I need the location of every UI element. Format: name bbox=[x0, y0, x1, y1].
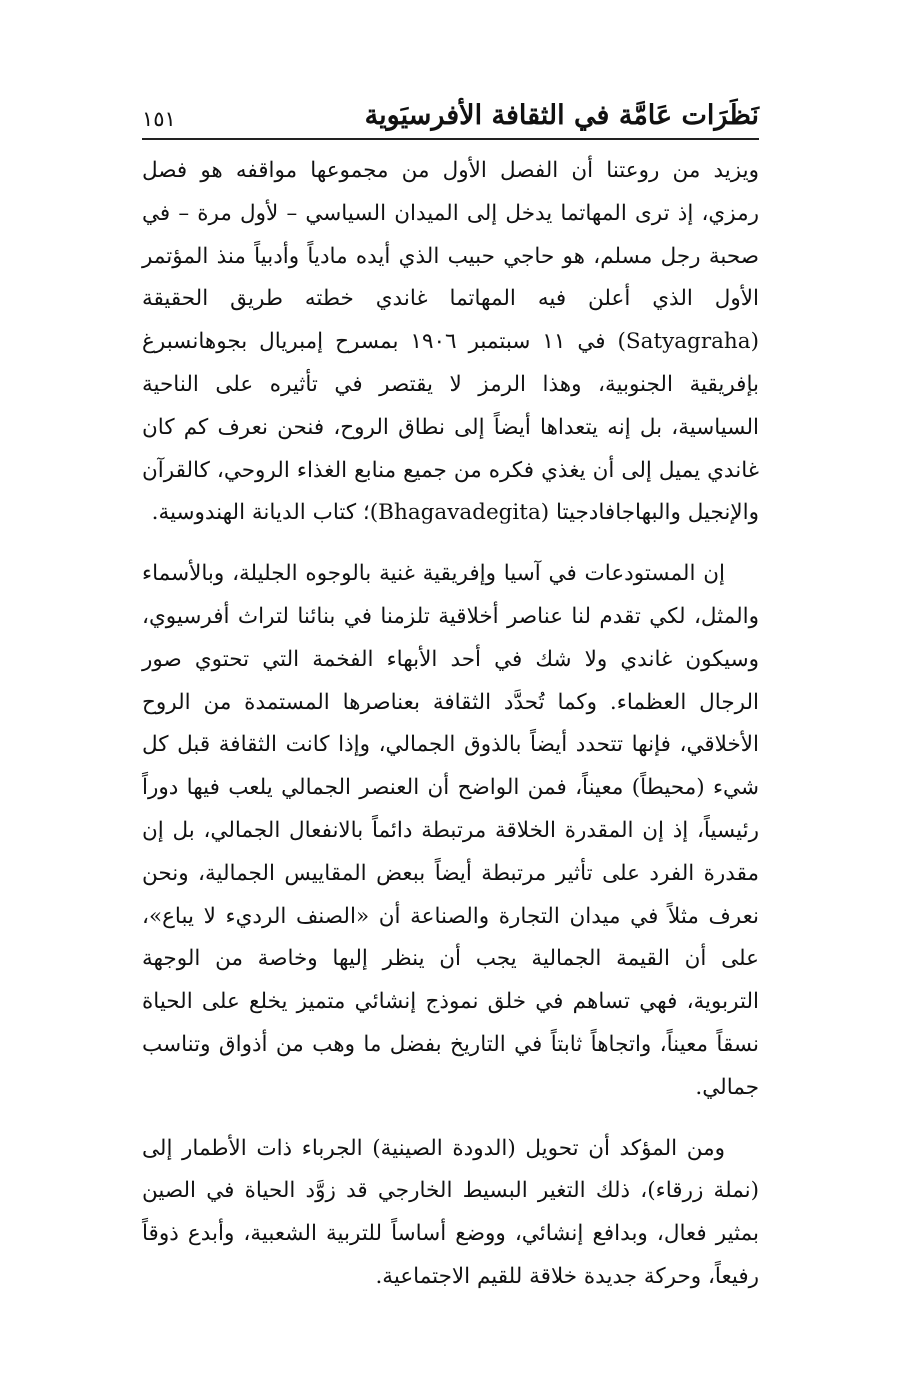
page-number: ١٥١ bbox=[142, 106, 176, 131]
paragraph-chinese-transformation: ومن المؤكد أن تحويل (الدودة الصينية) الجرباء ذات الأطمار إلى (نملة زرقاء)، ذلك التغير البسيط الخارجي قد زوَّد الحياة في الصين بمثير فعال، وبدافع إنشائي، ووضع أساساً للتربية الشعبية، وأبدع ذوقاً رفيعاً، وحركة جديدة خلاقة للقيم الاجتماعية. bbox=[142, 1135, 759, 1289]
body-text bbox=[142, 150, 759, 1317]
paragraph-aesthetic-culture: إن المستودعات في آسيا وإفريقية غنية بالوجوه الجليلة، وبالأسماء والمثل، لكي تقدم لنا عناصر أخلاقية تلزمنا في بنائنا لتراث أفرسيوي، وسيكون غاندي ولا شك في أحد الأبهاء الفخمة التي تحتوي صور الرجال العظماء. وكما تُحدَّد الثقافة بعناصرها المستمدة من الروح الأخلاقي، فإنها تتحدد أيضاً بالذوق الجمالي، وإذا كانت الثقافة قبل كل شيء (محيطاً) معيناً، فمن الواضح أن العنصر الجمالي يلعب فيها دوراً رئيسياً، إذ إن المقدرة الخلاقة مرتبطة دائماً بالانفعال الجمالي، بل إن مقدرة الفرد على تأثير مرتبطة أيضاً ببعض المقاييس الجمالية، ونحن نعرف مثلاً في ميدان التجارة والصناعة أن «الصنف الرديء لا يباع»، على أن القيمة الجمالية يجب أن ينظر إليها وخاصة من الوجهة التربوية، فهي تساهم في خلق نموذج إنشائي متميز يخلع على الحياة نسقاً معيناً، واتجاهاً ثابتاً في التاريخ بفضل ما وهب من أذواق وتناسب جمالي. bbox=[142, 561, 759, 1100]
paragraph-gandhi-symbol: ويزيد من روعتنا أن الفصل الأول من مجموعها مواقفه هو فصل رمزي، إذ ترى المهاتما يدخل إلى الميدان السياسي – لأول مرة – في صحبة رجل مسلم، هو حاجي حبيب الذي أيده مادياً وأدبياً منذ المؤتمر الأول الذي أعلن فيه المهاتما غاندي خطته طريق الحقيقة (Satyagraha) في ١١ سبتمبر ١٩٠٦ بمسرح إمبريال بجوهانسبرغ بإفريقية الجنوبية، وهذا الرمز لا يقتصر في تأثيره على الناحية السياسية، بل إنه يتعداها أيضاً إلى نطاق الروح، فنحن نعرف كم كان غاندي يميل إلى أن يغذي فكره من جميع منابع الغذاء الروحي، كالقرآن والإنجيل والبهاجافادجيتا (Bhagavadegita)؛ كتاب الديانة الهندوسية. bbox=[142, 158, 759, 526]
chapter-title: نَظَرَات عَامَّة في الثقافة الأفرسيَوية bbox=[364, 99, 759, 131]
running-header bbox=[142, 88, 759, 140]
